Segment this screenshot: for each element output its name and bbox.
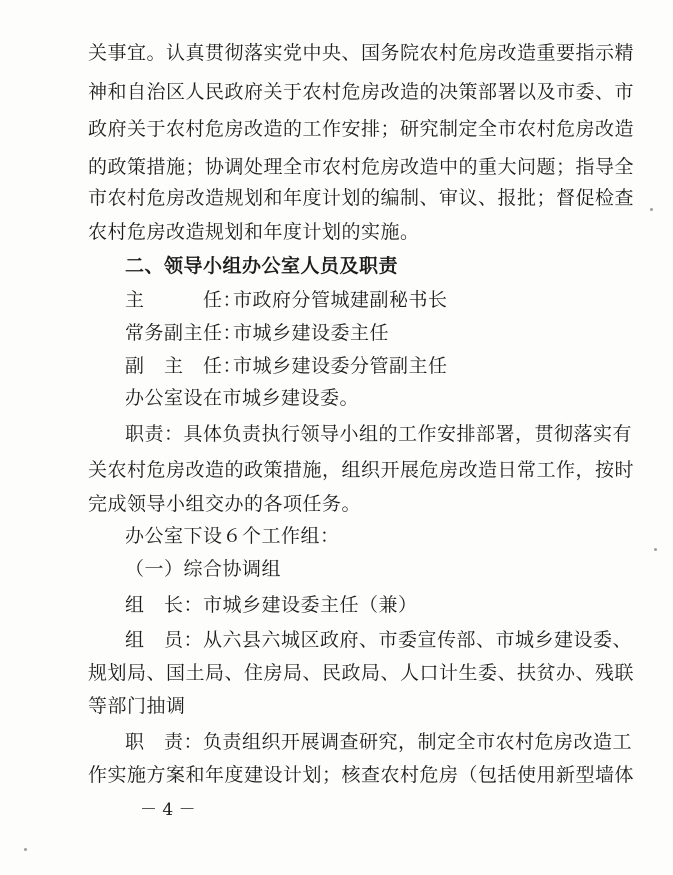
- paragraph-line: 市农村危房改造规划和年度计划的编制、审议、报批；督促检查: [88, 187, 635, 209]
- deputy-label: 副 主 任：: [125, 355, 243, 377]
- paragraph-line: 的政策措施；协调处理全市农村危房改造中的重大问题；指导全: [88, 156, 635, 178]
- duties-line: 完成领导小组交办的各项任务。: [88, 493, 362, 515]
- section-heading: 二、领导小组办公室人员及职责: [125, 255, 399, 277]
- paragraph-line: 神和自治区人民政府关于农村危房改造的决策部署以及市委、市: [88, 81, 635, 103]
- office-location: 办公室设在市城乡建设委。: [125, 387, 360, 409]
- paragraph-line: 农村危房改造规划和年度计划的实施。: [88, 221, 420, 243]
- duties-line: 关农村危房改造的政策措施，组织开展危房改造日常工作，按时: [88, 459, 635, 481]
- exec-deputy-label: 常务副主任：: [125, 322, 243, 344]
- groups-intro: 办公室下设６个工作组：: [125, 525, 340, 547]
- group-title: （一）综合协调组: [125, 558, 282, 580]
- director-row: [0, 288, 673, 312]
- director-label: 主 任：: [125, 289, 243, 311]
- group-members-line: 规划局、国土局、住房局、民政局、人口计生委、扶贫办、残联: [88, 662, 635, 684]
- exec-deputy-value: 市城乡建设委主任: [233, 322, 390, 344]
- deputy-row: [0, 354, 673, 378]
- director-value: 市政府分管城建副秘书长: [233, 289, 448, 311]
- deputy-value: 市城乡建设委分管副主任: [233, 355, 448, 377]
- scan-speck: [654, 548, 657, 551]
- exec-deputy-row: [0, 321, 673, 345]
- duties-line: 职责：具体负责执行领导小组的工作安排部署，贯彻落实有: [125, 423, 633, 445]
- group-duties-line: 职 责：负责组织开展调查研究，制定全市农村危房改造工: [125, 731, 633, 753]
- paragraph-line: 政府关于农村危房改造的工作安排；研究制定全市农村危房改造: [88, 118, 635, 140]
- paragraph-line: 关事宜。认真贯彻落实党中央、国务院农村危房改造重要指示精: [88, 42, 635, 64]
- scan-speck: [650, 208, 653, 211]
- group-members-line: 等部门抽调: [88, 695, 186, 717]
- group-leader: 组 长：市城乡建设委主任（兼）: [125, 594, 418, 616]
- group-members-line: 组 员：从六县六城区政府、市委宣传部、市城乡建设委、: [125, 629, 633, 651]
- group-duties-line: 作实施方案和年度建设计划；核查农村危房（包括使用新型墙体: [88, 764, 635, 786]
- scan-speck: [24, 848, 27, 851]
- page-number: － 4 －: [140, 800, 196, 820]
